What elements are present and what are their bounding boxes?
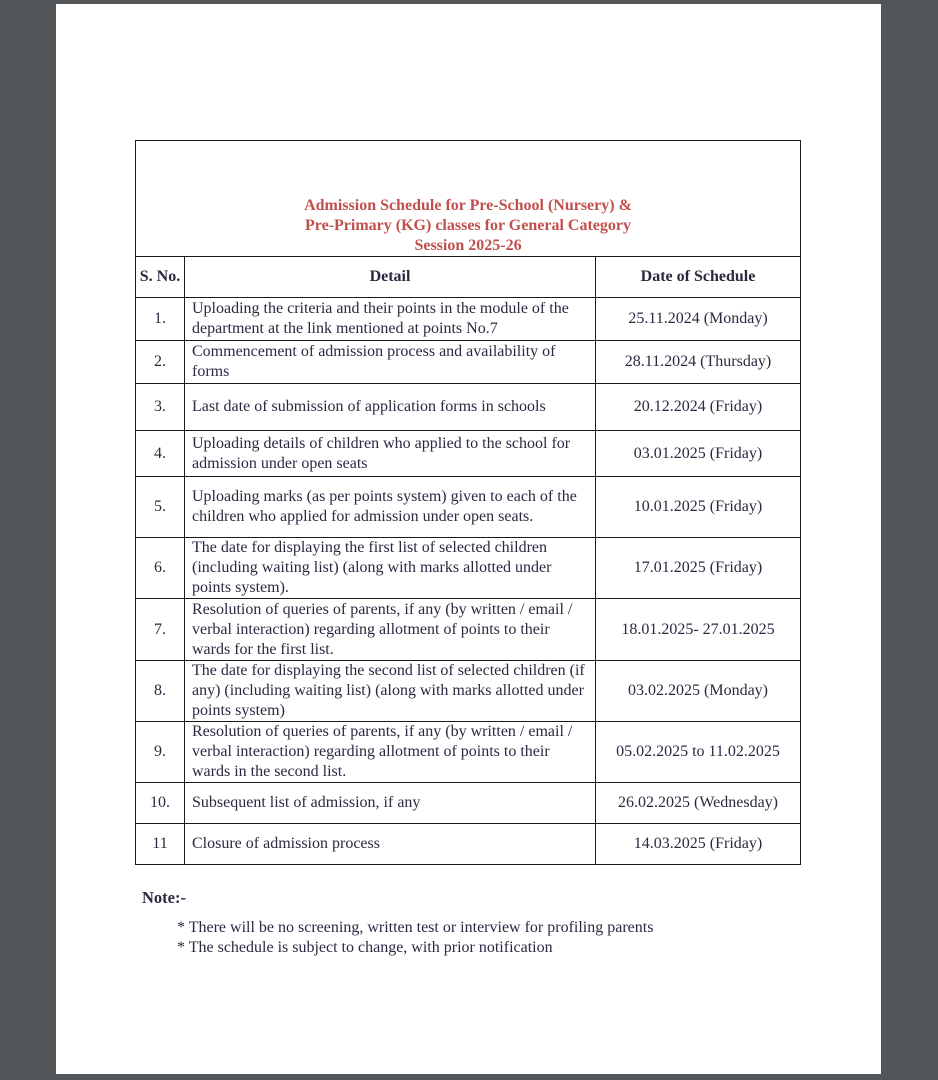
table-row: [136, 661, 801, 722]
row-sno: 9.: [136, 722, 185, 783]
table-row: [136, 298, 801, 341]
row-detail: Uploading details of children who applied to the school for admission under open seats: [185, 431, 596, 477]
table-row: [136, 599, 801, 661]
row-sno: 5.: [136, 477, 185, 538]
table-row: [136, 477, 801, 538]
row-sno: 7.: [136, 599, 185, 661]
row-detail: Uploading the criteria and their points in the module of the department at the link mentioned at points No.7: [185, 298, 596, 341]
title-row: [136, 141, 801, 257]
row-date: 25.11.2024 (Monday): [596, 298, 801, 341]
row-detail: Last date of submission of application forms in schools: [185, 384, 596, 431]
table-row: [136, 384, 801, 431]
row-date: 28.11.2024 (Thursday): [596, 341, 801, 384]
table-title: [136, 141, 801, 257]
title-line: Session 2025-26: [414, 237, 522, 254]
row-detail: The date for displaying the second list of selected children (if any) (including waiting list) (along with marks allotted under points system): [185, 661, 596, 722]
row-sno: 4.: [136, 431, 185, 477]
row-detail: Closure of admission process: [185, 824, 596, 865]
row-date: 03.02.2025 (Monday): [596, 661, 801, 722]
notes-list: [177, 918, 653, 958]
row-date: 20.12.2024 (Friday): [596, 384, 801, 431]
row-sno: 3.: [136, 384, 185, 431]
note-item: * There will be no screening, written test or interview for profiling parents: [177, 919, 654, 936]
table-row: [136, 431, 801, 477]
document-page: [56, 4, 881, 1074]
row-detail: Resolution of queries of parents, if any (by written / email / verbal interaction) regarding allotment of points to their wards in the second list.: [185, 722, 596, 783]
header-row: [136, 257, 801, 298]
row-sno: 2.: [136, 341, 185, 384]
row-sno: 8.: [136, 661, 185, 722]
row-date: 03.01.2025 (Friday): [596, 431, 801, 477]
title-line: Admission Schedule for Pre-School (Nursery) &: [304, 197, 632, 214]
row-date: 05.02.2025 to 11.02.2025: [596, 722, 801, 783]
row-sno: 11: [136, 824, 185, 865]
note-item: * The schedule is subject to change, with prior notification: [177, 939, 553, 956]
row-detail: Uploading marks (as per points system) given to each of the children who applied for admission under open seats.: [185, 477, 596, 538]
table-row: [136, 722, 801, 783]
row-date: 10.01.2025 (Friday): [596, 477, 801, 538]
table-row: [136, 783, 801, 824]
row-date: 17.01.2025 (Friday): [596, 538, 801, 599]
table-row: [136, 341, 801, 384]
row-sno: 6.: [136, 538, 185, 599]
row-date: 14.03.2025 (Friday): [596, 824, 801, 865]
row-detail: Commencement of admission process and availability of forms: [185, 341, 596, 384]
row-detail: Subsequent list of admission, if any: [185, 783, 596, 824]
row-detail: The date for displaying the first list of selected children (including waiting list) (along with marks allotted under points system).: [185, 538, 596, 599]
row-sno: 1.: [136, 298, 185, 341]
header-date: Date of Schedule: [596, 257, 801, 298]
table-row: [136, 538, 801, 599]
row-detail: Resolution of queries of parents, if any (by written / email / verbal interaction) regarding allotment of points to their wards for the first list.: [185, 599, 596, 661]
row-date: 26.02.2025 (Wednesday): [596, 783, 801, 824]
row-date: 18.01.2025- 27.01.2025: [596, 599, 801, 661]
header-detail: Detail: [185, 257, 596, 298]
row-sno: 10.: [136, 783, 185, 824]
schedule-table: [135, 140, 801, 865]
header-sno: S. No.: [136, 257, 185, 298]
note-heading: Note:-: [142, 888, 186, 907]
table-row: [136, 824, 801, 865]
title-line: Pre-Primary (KG) classes for General Category: [305, 217, 631, 234]
